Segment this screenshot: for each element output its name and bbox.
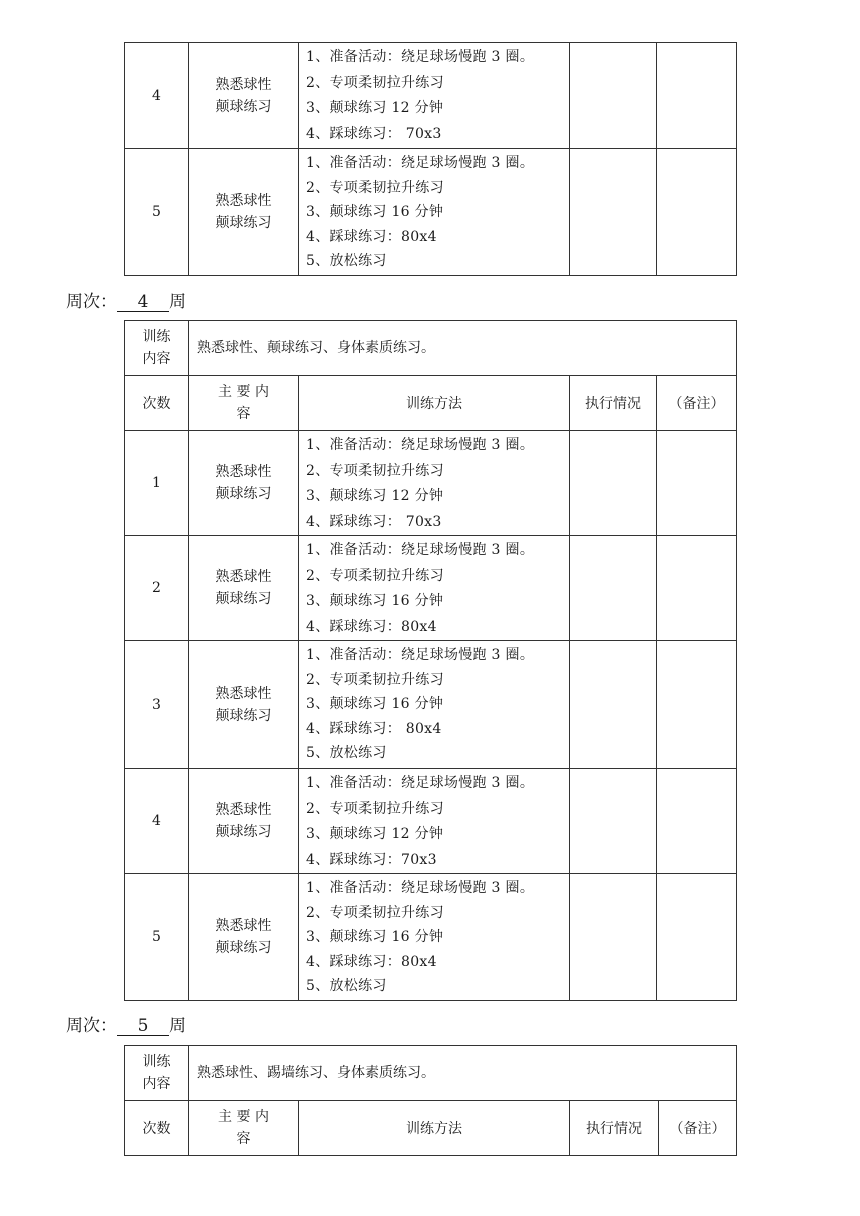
session-content: 熟悉球性 颠球练习 [189,641,299,769]
table-row [125,149,737,276]
header-row [125,1101,737,1156]
execution-status-cell [570,536,657,641]
header-count: 次数 [125,376,189,431]
training-method-list: 1、准备活动：绕足球场慢跑 3 圈。 2、专项柔韧拉升练习 3、颠球练习 16 分钟 4、踩球练习： 80x4 5、放松练习 [299,641,570,769]
header-count: 次数 [125,1101,189,1156]
remark-cell [657,641,737,769]
header-status: 执行情况 [570,376,657,431]
week-number: 5 [117,1017,169,1036]
session-number: 4 [125,43,189,149]
remark-cell [657,149,737,276]
table-row [125,641,737,769]
training-content-label: 训练 内容 [125,1046,189,1101]
training-content-row [125,1046,737,1101]
training-method-list: 1、准备活动：绕足球场慢跑 3 圈。 2、专项柔韧拉升练习 3、颠球练习 12 分钟 4、踩球练习： 70x3 [299,43,570,149]
remark-cell [657,769,737,874]
header-remark: （备注） [659,1101,737,1156]
session-content: 熟悉球性 颠球练习 [189,149,299,276]
week3-table-continued [124,42,737,276]
training-content-value: 熟悉球性、颠球练习、身体素质练习。 [189,321,737,376]
training-method-list: 1、准备活动：绕足球场慢跑 3 圈。 2、专项柔韧拉升练习 3、颠球练习 16 分钟 4、踩球练习：80x4 5、放松练习 [299,149,570,276]
header-method: 训练方法 [299,1101,570,1156]
header-remark: （备注） [657,376,737,431]
week4-training-table [124,320,737,1001]
execution-status-cell [570,149,657,276]
execution-status-cell [570,769,657,874]
table-row [125,43,737,149]
header-status: 执行情况 [570,1101,659,1156]
training-content-row [125,321,737,376]
training-method-list: 1、准备活动：绕足球场慢跑 3 圈。 2、专项柔韧拉升练习 3、颠球练习 16 分钟 4、踩球练习：80x4 5、放松练习 [299,874,570,1001]
week-suffix: 周 [169,292,186,312]
week5-training-table [124,1045,737,1156]
remark-cell [657,431,737,536]
session-content: 熟悉球性 颠球练习 [189,536,299,641]
week-heading [66,287,186,312]
training-method-list: 1、准备活动：绕足球场慢跑 3 圈。 2、专项柔韧拉升练习 3、颠球练习 12 分钟 4、踩球练习：70x3 [299,769,570,874]
session-number: 1 [125,431,189,536]
session-content: 熟悉球性 颠球练习 [189,431,299,536]
session-content: 熟悉球性 颠球练习 [189,769,299,874]
session-number: 5 [125,149,189,276]
training-content-value: 熟悉球性、踢墙练习、身体素质练习。 [189,1046,737,1101]
week-label: 周次： [66,1016,117,1036]
training-method-list: 1、准备活动：绕足球场慢跑 3 圈。 2、专项柔韧拉升练习 3、颠球练习 12 分钟 4、踩球练习： 70x3 [299,431,570,536]
session-number: 3 [125,641,189,769]
week-number: 4 [117,293,169,312]
header-main-content: 主 要 内 容 [189,376,299,431]
header-main-content: 主 要 内 容 [189,1101,299,1156]
header-row [125,376,737,431]
session-content: 熟悉球性 颠球练习 [189,874,299,1001]
execution-status-cell [570,874,657,1001]
training-content-label: 训练 内容 [125,321,189,376]
table-row [125,431,737,536]
remark-cell [657,874,737,1001]
header-method: 训练方法 [299,376,570,431]
table-row [125,874,737,1001]
week-suffix: 周 [169,1016,186,1036]
session-content: 熟悉球性 颠球练习 [189,43,299,149]
training-method-list: 1、准备活动：绕足球场慢跑 3 圈。 2、专项柔韧拉升练习 3、颠球练习 16 分钟 4、踩球练习：80x4 [299,536,570,641]
table-row [125,536,737,641]
week-heading [66,1011,186,1036]
table-row [125,769,737,874]
remark-cell [657,536,737,641]
week-label: 周次： [66,292,117,312]
session-number: 2 [125,536,189,641]
session-number: 5 [125,874,189,1001]
session-number: 4 [125,769,189,874]
execution-status-cell [570,431,657,536]
remark-cell [657,43,737,149]
execution-status-cell [570,43,657,149]
execution-status-cell [570,641,657,769]
